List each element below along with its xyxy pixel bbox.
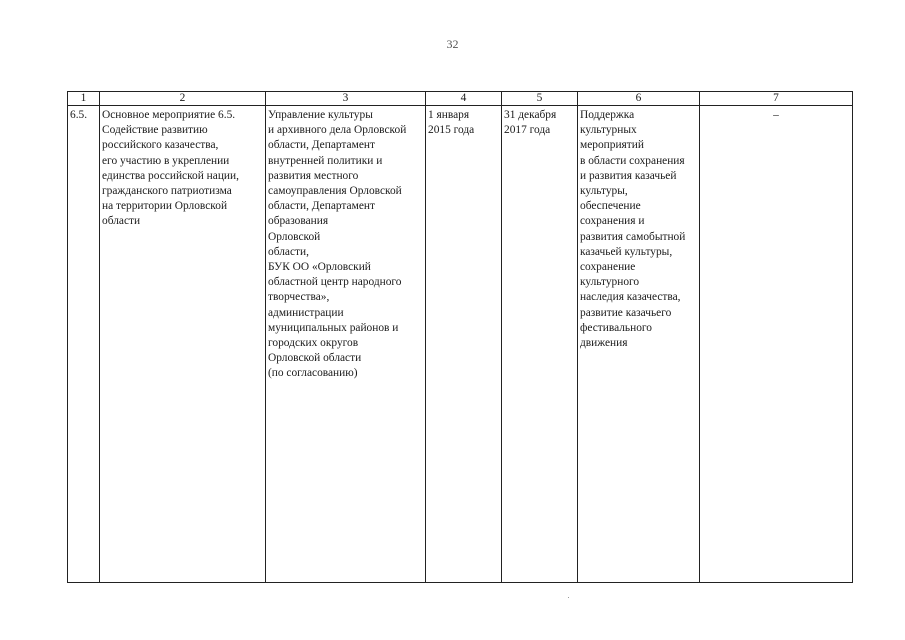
header-col-1: 1 [68, 92, 100, 106]
header-col-5: 5 [502, 92, 578, 106]
measures-table [67, 91, 853, 583]
row-number: 6.5. [70, 109, 88, 121]
header-col-7: 7 [700, 92, 853, 106]
end-date-text: 31 декабря 2017 года [504, 109, 557, 137]
page-number: 32 [446, 37, 459, 51]
result-text: Поддержка культурных мероприятий в области сохранения и развития казачьей культуры, обеспечение сохранения и развития самобытной казачьей культуры, сохранение культурного наследия казачества, развитие казачьего фестивального движения [580, 109, 686, 350]
scan-speck [568, 597, 569, 598]
table-row [68, 106, 853, 583]
col7-text: – [773, 109, 779, 121]
start-date-text: 1 января 2015 года [428, 109, 475, 137]
end-date-cell [502, 106, 578, 583]
measure-cell [100, 106, 266, 583]
header-col-4: 4 [426, 92, 502, 106]
result-cell [578, 106, 700, 583]
header-row [68, 92, 853, 106]
measure-text: Основное мероприятие 6.5. Содействие развитию российского казачества, его участию в укреплении единства российской нации, гражданского патриотизма на территории Орловской области [102, 109, 239, 228]
header-col-2: 2 [100, 92, 266, 106]
start-date-cell [426, 106, 502, 583]
executor-cell [266, 106, 426, 583]
header-col-3: 3 [266, 92, 426, 106]
row-number-cell [68, 106, 100, 583]
header-col-6: 6 [578, 92, 700, 106]
col7-cell [700, 106, 853, 583]
executor-text: Управление культуры и архивного дела Орловской области, Департамент внутренней политики и развития местного самоуправления Орловской области, Департамент образования Орловской области, БУК ОО «Орловский областной центр народного творчества», администрации муниципальных районов и городских округов Орловской области (по согласованию) [268, 109, 407, 380]
